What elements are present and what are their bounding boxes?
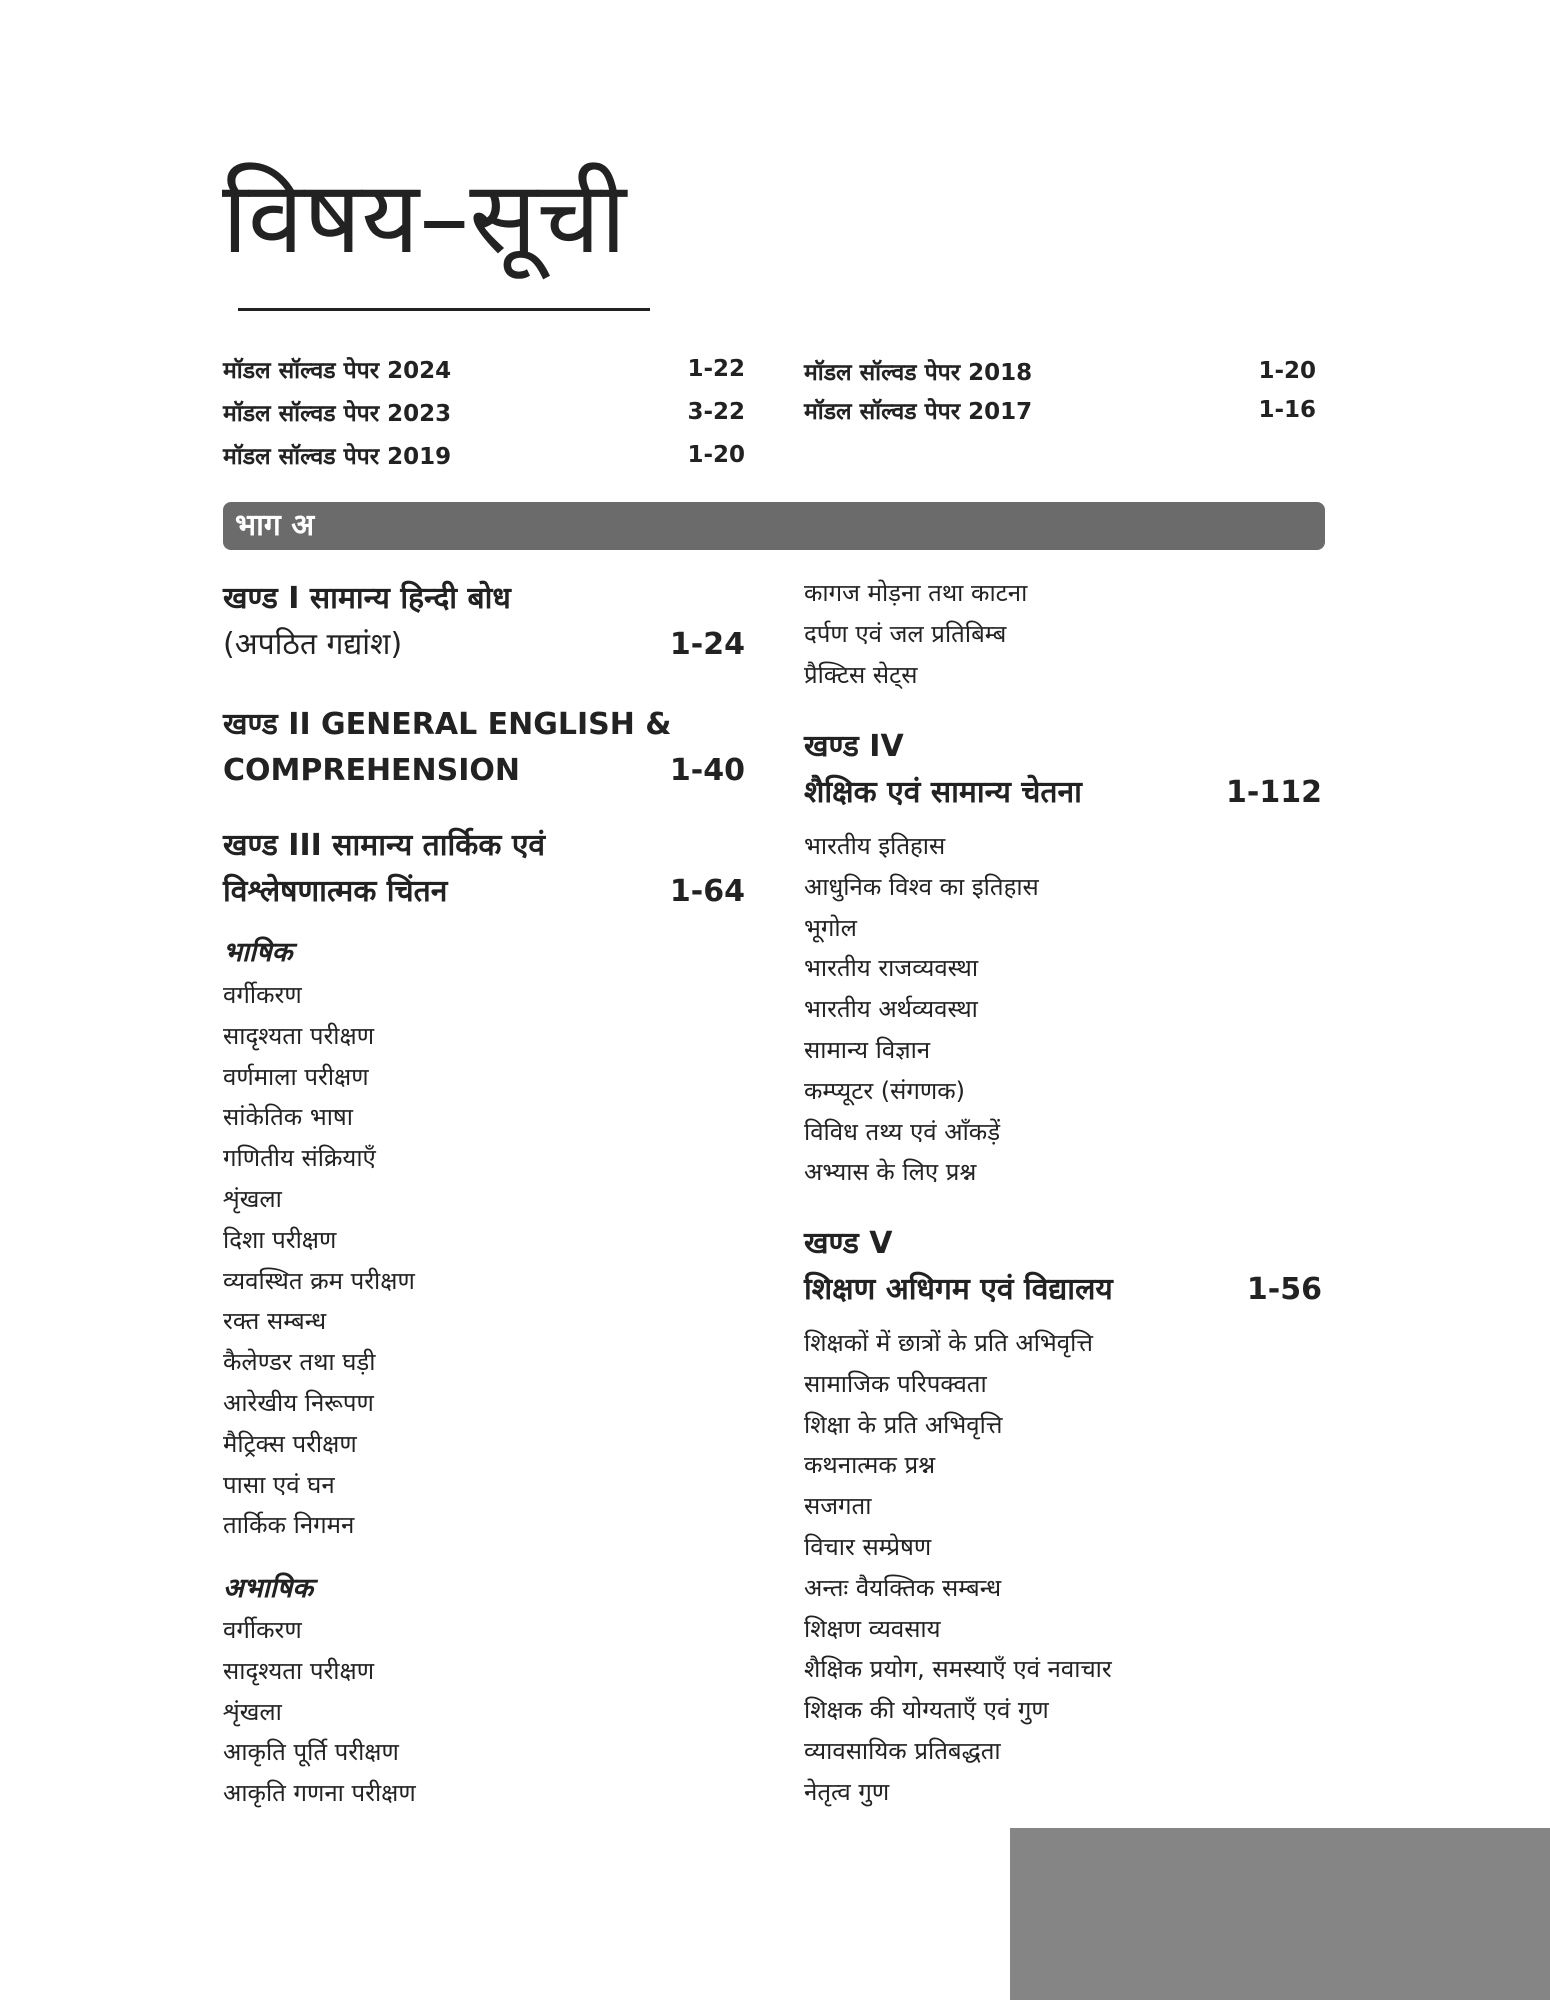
khand-1-title: खण्ड I सामान्य हिन्दी बोध	[223, 581, 511, 616]
topic-item[interactable]: आकृति पूर्ति परीक्षण	[223, 1738, 399, 1767]
topic-item[interactable]: गणितीय संक्रियाएँ	[223, 1144, 376, 1173]
topic-item[interactable]: भूगोल	[804, 913, 857, 942]
khand-5-topic-list	[804, 1323, 1112, 1813]
khand-4-pages: 1-112	[1226, 775, 1322, 810]
khand-2-pages: 1-40	[669, 753, 745, 788]
khand-5-title: खण्ड V	[804, 1226, 893, 1261]
topic-item[interactable]: आकृति गणना परीक्षण	[223, 1779, 416, 1808]
toc-entry-label: मॉडल सॉल्वड पेपर 2019	[223, 444, 452, 470]
topic-item[interactable]: तार्किक निगमन	[223, 1511, 355, 1540]
topic-item[interactable]: विविध तथ्य एवं आँकड़ें	[804, 1117, 1001, 1146]
khand-1-subtitle-row	[223, 622, 745, 668]
topic-item[interactable]: कागज मोड़ना तथा काटना	[804, 579, 1028, 607]
khand-4-subtitle-row	[804, 770, 1322, 816]
topic-item[interactable]: शिक्षक की योग्यताएँ एवं गुण	[804, 1696, 1049, 1725]
khand-2-subtitle-row	[223, 748, 745, 794]
topic-item[interactable]: सादृश्यता परीक्षण	[223, 1021, 375, 1050]
topic-item[interactable]: व्यावसायिक प्रतिबद्धता	[804, 1736, 1001, 1765]
nonverbal-subheading: अभाषिक	[223, 1573, 313, 1604]
topic-item[interactable]: भारतीय अर्थव्यवस्था	[804, 995, 978, 1024]
topic-item[interactable]: भारतीय राजव्यवस्था	[804, 954, 979, 983]
khand-1-pages: 1-24	[669, 627, 745, 662]
khand-5-pages: 1-56	[1246, 1272, 1322, 1307]
topic-item[interactable]: अन्तः वैयक्तिक सम्बन्ध	[804, 1573, 1002, 1602]
khand-3-pages: 1-64	[669, 874, 745, 909]
verbal-subheading: भाषिक	[223, 937, 293, 968]
topic-item[interactable]: आरेखीय निरूपण	[223, 1388, 374, 1417]
topic-item[interactable]: शिक्षा के प्रति अभिवृत्ति	[804, 1410, 1003, 1439]
topic-item[interactable]: सजगता	[804, 1492, 872, 1521]
topic-item[interactable]: कैलेण्डर तथा घड़ी	[223, 1348, 376, 1377]
khand-3-title: खण्ड III सामान्य तार्किक एवं	[223, 828, 546, 863]
toc-entry-pages: 1-16	[1258, 397, 1316, 423]
part-heading-band: भाग अ	[223, 502, 1325, 550]
topic-item[interactable]: वर्गीकरण	[223, 1616, 302, 1644]
topic-item[interactable]: वर्णमाला परीक्षण	[223, 1062, 369, 1091]
topic-item[interactable]: अभ्यास के लिए प्रश्न	[804, 1158, 977, 1187]
toc-entry-label: मॉडल सॉल्वड पेपर 2018	[804, 360, 1033, 386]
khand-4-topic-list	[804, 826, 1039, 1193]
toc-entry-pages: 1-22	[687, 356, 745, 382]
toc-entry-label: मॉडल सॉल्वड पेपर 2024	[223, 358, 452, 384]
topic-item[interactable]: दिशा परीक्षण	[223, 1225, 337, 1254]
topic-item[interactable]: शिक्षकों में छात्रों के प्रति अभिवृत्ति	[804, 1329, 1093, 1357]
toc-entry[interactable]	[223, 352, 745, 386]
topic-item[interactable]: आधुनिक विश्व का इतिहास	[804, 872, 1039, 901]
khand-3-entry[interactable]	[223, 823, 745, 915]
toc-entry-pages: 1-20	[687, 442, 745, 468]
nonverbal-topic-list	[223, 1610, 416, 1814]
khand-5-entry[interactable]	[804, 1221, 1322, 1313]
khand-2-entry[interactable]	[223, 702, 745, 794]
topic-item[interactable]: विचार सम्प्रेषण	[804, 1532, 932, 1561]
khand-1-entry[interactable]	[223, 576, 745, 668]
topic-item[interactable]: शृंखला	[223, 1697, 282, 1726]
khand-5-subtitle-row	[804, 1267, 1322, 1313]
topic-item[interactable]: सामान्य विज्ञान	[804, 1035, 931, 1064]
khand-5-subtitle: शिक्षण अधिगम एवं विद्यालय	[804, 1272, 1113, 1307]
topic-item[interactable]: कम्प्यूटर (संगणक)	[804, 1076, 966, 1105]
topic-item[interactable]: वर्गीकरण	[223, 981, 302, 1009]
khand-2-title: खण्ड II GENERAL ENGLISH &	[223, 707, 672, 742]
verbal-topic-list	[223, 975, 415, 1546]
topic-item[interactable]: शिक्षण व्यवसाय	[804, 1614, 941, 1643]
topic-item[interactable]: रक्त सम्बन्ध	[223, 1307, 327, 1336]
toc-entry-label: मॉडल सॉल्वड पेपर 2023	[223, 401, 452, 427]
topic-item[interactable]: दर्पण एवं जल प्रतिबिम्ब	[804, 619, 1007, 648]
topic-item[interactable]: शैक्षिक प्रयोग, समस्याएँ एवं नवाचार	[804, 1655, 1112, 1684]
topic-item[interactable]: मैट्रिक्स परीक्षण	[223, 1429, 357, 1458]
khand-4-subtitle: शैक्षिक एवं सामान्य चेतना	[804, 775, 1082, 810]
topic-item[interactable]: पासा एवं घन	[223, 1470, 335, 1499]
nonverbal-continued-list	[804, 573, 1027, 695]
toc-entry-label: मॉडल सॉल्वड पेपर 2017	[804, 399, 1033, 425]
toc-entry[interactable]	[223, 395, 745, 429]
topic-item[interactable]: व्यवस्थित क्रम परीक्षण	[223, 1266, 415, 1295]
topic-item[interactable]: सादृश्यता परीक्षण	[223, 1656, 375, 1685]
khand-4-entry[interactable]	[804, 724, 1322, 816]
topic-item[interactable]: नेतृत्व गुण	[804, 1777, 890, 1806]
khand-3-subtitle: विश्लेषणात्मक चिंतन	[223, 874, 448, 909]
toc-entry[interactable]	[804, 393, 1316, 427]
toc-entry[interactable]	[804, 354, 1316, 388]
khand-2-subtitle: COMPREHENSION	[223, 753, 521, 788]
title-underline	[238, 308, 650, 311]
khand-3-subtitle-row	[223, 869, 745, 915]
topic-item[interactable]: सांकेतिक भाषा	[223, 1103, 354, 1132]
toc-entry-pages: 3-22	[687, 399, 745, 425]
topic-item[interactable]: सामाजिक परिपक्वता	[804, 1369, 987, 1398]
khand-4-title: खण्ड IV	[804, 729, 904, 764]
page-title: विषय–सूची	[222, 159, 627, 276]
topic-item[interactable]: शृंखला	[223, 1184, 282, 1213]
khand-1-subtitle: (अपठित गद्यांश)	[223, 627, 403, 662]
corner-decoration	[1010, 1828, 1550, 2000]
toc-entry-pages: 1-20	[1258, 358, 1316, 384]
topic-item[interactable]: प्रैक्टिस सेट्स	[804, 660, 918, 689]
topic-item[interactable]: कथनात्मक प्रश्न	[804, 1451, 936, 1480]
topic-item[interactable]: भारतीय इतिहास	[804, 832, 946, 860]
toc-entry[interactable]	[223, 438, 745, 472]
